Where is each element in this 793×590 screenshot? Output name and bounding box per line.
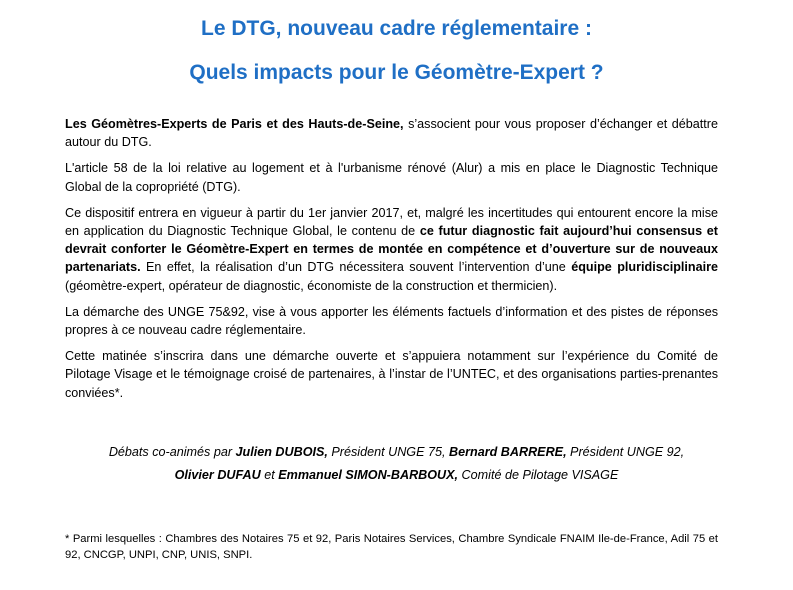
credits	[0, 441, 793, 487]
credits-name-simon-barboux: Emmanuel SIMON-BARBOUX,	[278, 468, 459, 482]
paragraph-intro	[65, 115, 718, 151]
dispositif-part-e: (géomètre-expert, opérateur de diagnostic, économiste de la construction et thermicien).	[65, 278, 558, 293]
intro-rest: s’associent pour vous proposer d’échanger et débattre autour du DTG.	[65, 117, 718, 150]
credits-role-unge75: Président UNGE 75,	[327, 445, 449, 459]
credits-line-2	[0, 464, 793, 487]
paragraph-alur: L'article 58 de la loi relative au logement et à l'urbanisme rénové (Alur) a mis en place le Diagnostic Technique Global de la copropriété (DTG).	[65, 161, 718, 194]
dispositif-part-c: En effet, la réalisation d’un DTG nécessitera souvent l’intervention d’une	[140, 260, 572, 275]
footnote: * Parmi lesquelles : Chambres des Notaires 75 et 92, Paris Notaires Services, Chambre Syndicale FNAIM Ile-de-France, Adil 75 et 92, CNCGP, UNPI, CNP, UNIS, SNPI.	[65, 533, 718, 561]
credits-role-unge92: Président UNGE 92,	[566, 445, 685, 459]
intro-bold: Les Géomètres-Experts de Paris et des Hauts-de-Seine,	[65, 117, 404, 131]
dispositif-bold-d: équipe pluridisciplinaire	[571, 260, 718, 275]
body-text	[65, 115, 718, 410]
credits-line-1	[0, 441, 793, 464]
credits-name-dufau: Olivier DUFAU	[174, 468, 261, 482]
credits-prefix: Débats co-animés par	[108, 445, 236, 459]
credits-role-visage: Comité de Pilotage VISAGE	[458, 468, 619, 482]
credits-name-dubois: Julien DUBOIS,	[235, 445, 328, 459]
paragraph-matinee: Cette matinée s’inscrira dans une démarche ouverte et s’appuiera notamment sur l’expérience du Comité de Pilotage Visage et le témoignage croisé de partenaires, à l’instar de l’UNTEC, et des organisations parties-prenantes conviées*.	[65, 349, 718, 400]
paragraph-demarche: La démarche des UNGE 75&92, vise à vous apporter les éléments factuels d’information et des pistes de réponses propres à ce nouveau cadre réglementaire.	[65, 304, 718, 338]
paragraph-dispositif	[65, 204, 718, 295]
title-line-1: Le DTG, nouveau cadre réglementaire :	[201, 17, 592, 40]
credits-and: et	[260, 468, 279, 482]
credits-name-barrere: Bernard BARRERE,	[449, 445, 567, 459]
dispositif-bold-b: ce futur diagnostic fait aujourd’hui consensus et devrait conforter le Géomètre-Expert en termes de montée en compétence et d’ouverture sur de nouveaux partenariats.	[65, 224, 718, 275]
dispositif-part-a: Ce dispositif entrera en vigueur à partir du 1er janvier 2017, et, malgré les incertitudes qui entourent encore la mise en application du Diagnostic Technique Global, le contenu de	[65, 205, 718, 239]
title-line-2: Quels impacts pour le Géomètre-Expert ?	[189, 61, 604, 84]
